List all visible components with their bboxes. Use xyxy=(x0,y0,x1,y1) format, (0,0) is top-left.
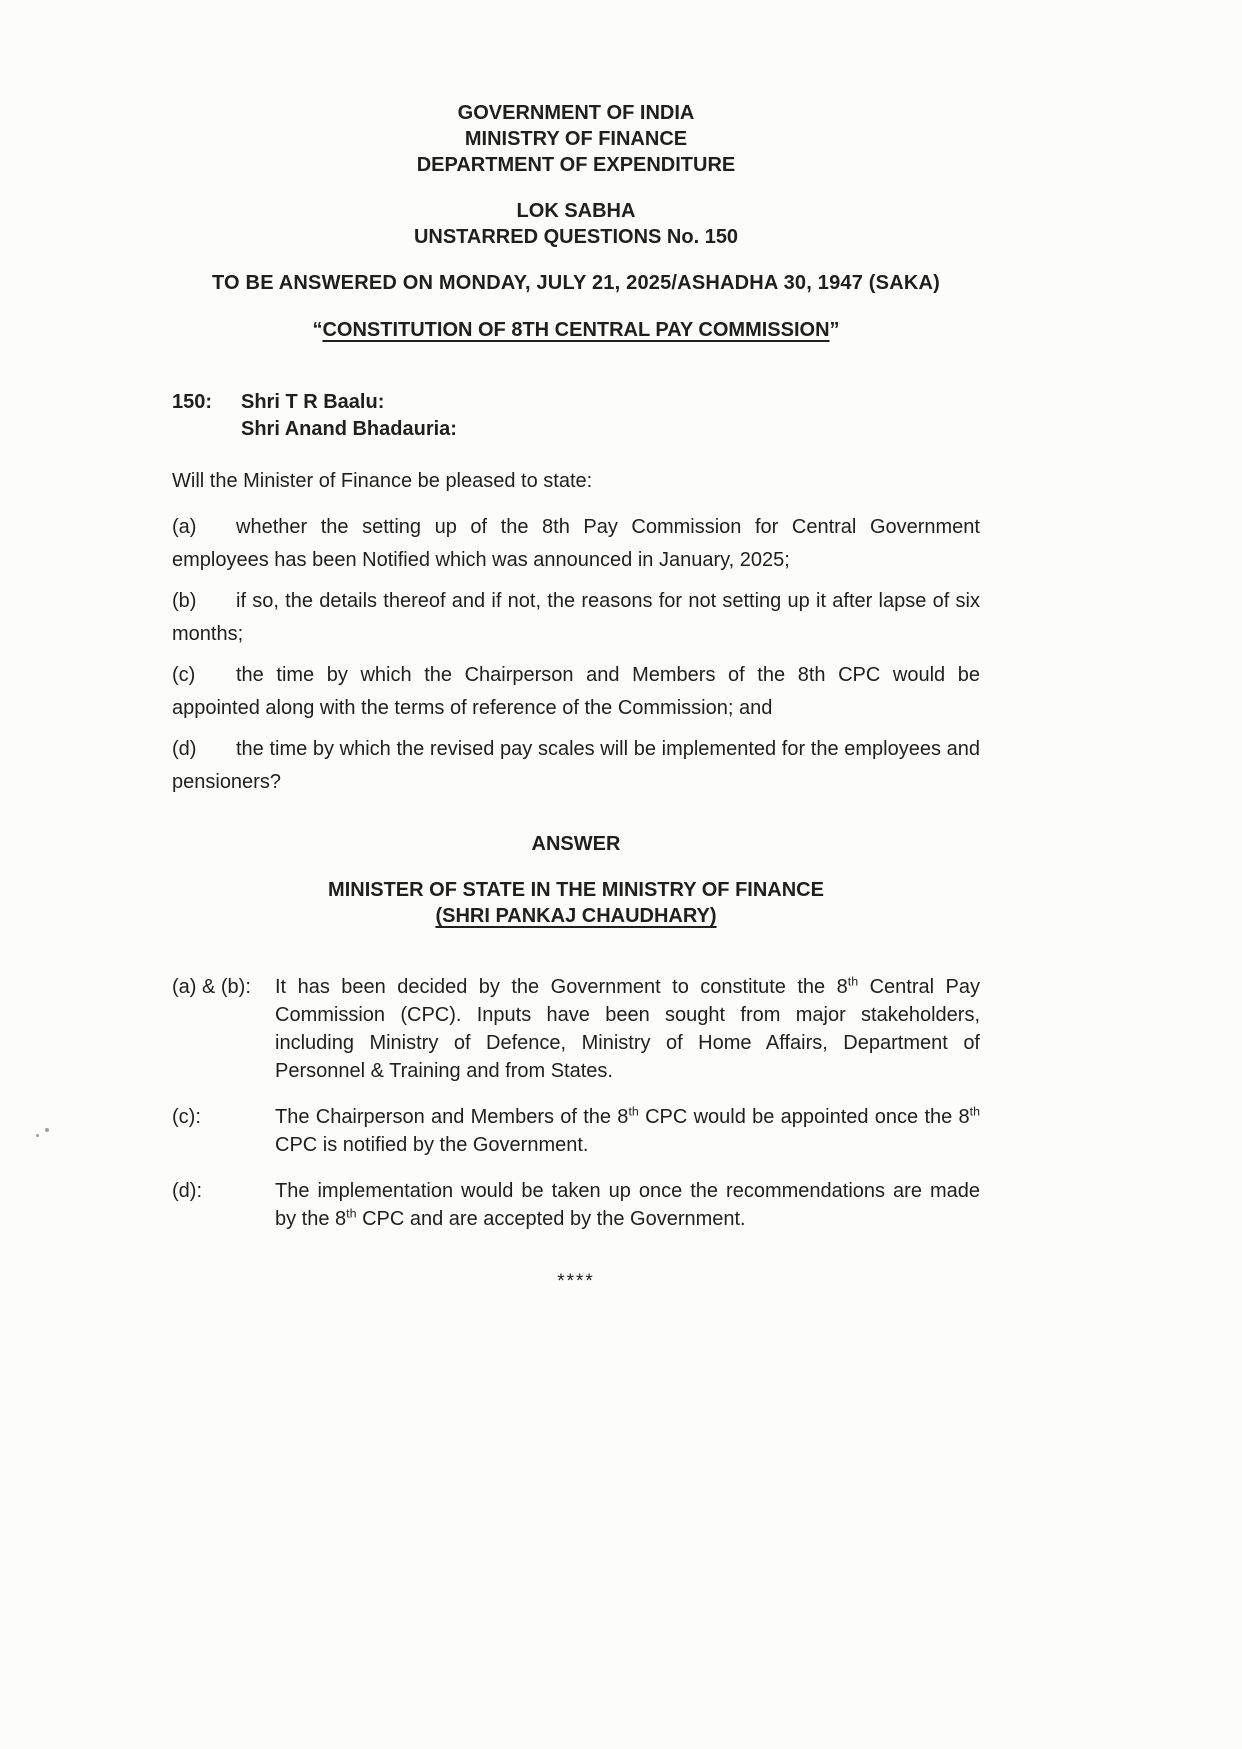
question-title-text: CONSTITUTION OF 8TH CENTRAL PAY COMMISSION xyxy=(322,319,830,341)
answer-date-line: TO BE ANSWERED ON MONDAY, JULY 21, 2025/ASHADHA 30, 1947 (SAKA) xyxy=(211,272,940,294)
org-line-government: GOVERNMENT OF INDIA xyxy=(457,102,695,124)
answer-item-label: (c): xyxy=(172,1106,201,1128)
answer-item-text: It has been decided by the Government to constitute the 8th Central Pay Commission (CPC). Inputs have been sought from major stakeholders, including Ministry of Defence, Ministry of Home Affairs, Department of Personnel & Training and from States. xyxy=(275,974,980,1082)
answer-item-d xyxy=(172,1177,980,1233)
letterhead xyxy=(172,100,980,178)
org-line-department: DEPARTMENT OF EXPENDITURE xyxy=(416,154,736,176)
open-quote: “ xyxy=(312,319,323,341)
minister-name-text: (SHRI PANKAJ CHAUDHARY) xyxy=(435,905,717,927)
answer-item-label: (a) & (b): xyxy=(172,976,251,998)
question-members-block xyxy=(172,389,980,443)
member-list xyxy=(241,389,457,443)
question-item-label: (d) xyxy=(172,738,197,760)
minister-heading: MINISTER OF STATE IN THE MINISTRY OF FINANCE xyxy=(328,879,824,901)
question-item-d xyxy=(172,733,980,799)
minister-name xyxy=(172,903,980,929)
answer-item-label: (d): xyxy=(172,1180,202,1202)
question-title xyxy=(172,317,980,343)
question-item-c xyxy=(172,659,980,725)
question-item-text: whether the setting up of the 8th Pay Commission for Central Government employees has been Notified which was announced in January, 2025; xyxy=(172,516,980,571)
question-item-a xyxy=(172,511,980,577)
answer-item-ab xyxy=(172,973,980,1085)
answer-item-c xyxy=(172,1103,980,1159)
question-item-label: (a) xyxy=(172,516,197,538)
scan-artifact-mark xyxy=(36,1128,50,1138)
question-item-text: the time by which the Chairperson and Members of the 8th CPC would be appointed along with the terms of reference of the Commission; and xyxy=(172,664,980,719)
question-type-line: UNSTARRED QUESTIONS No. 150 xyxy=(413,226,739,248)
question-item-text: if so, the details thereof and if not, the reasons for not setting up it after lapse of six months; xyxy=(172,590,980,645)
end-of-document-mark: **** xyxy=(557,1271,595,1292)
org-line-ministry: MINISTRY OF FINANCE xyxy=(464,128,688,150)
house-name: LOK SABHA xyxy=(516,200,636,222)
question-item-b xyxy=(172,585,980,651)
question-number: 150: xyxy=(172,391,213,413)
question-item-label: (c) xyxy=(172,664,196,686)
member-name: Shri Anand Bhadauria: xyxy=(241,418,457,440)
answer-heading: ANSWER xyxy=(531,833,621,855)
question-item-text: the time by which the revised pay scales will be implemented for the employees and pensioners? xyxy=(172,738,980,793)
member-name: Shri T R Baalu: xyxy=(241,391,385,413)
answer-item-text: The implementation would be taken up once the recommendations are made by the 8th CPC and are accepted by the Government. xyxy=(275,1180,980,1230)
close-quote: ” xyxy=(829,319,840,341)
answer-item-text: The Chairperson and Members of the 8th CPC would be appointed once the 8th CPC is notified by the Government. xyxy=(275,1104,980,1156)
house-block xyxy=(172,198,980,250)
question-item-label: (b) xyxy=(172,590,197,612)
question-intro: Will the Minister of Finance be pleased to state: xyxy=(172,470,593,492)
